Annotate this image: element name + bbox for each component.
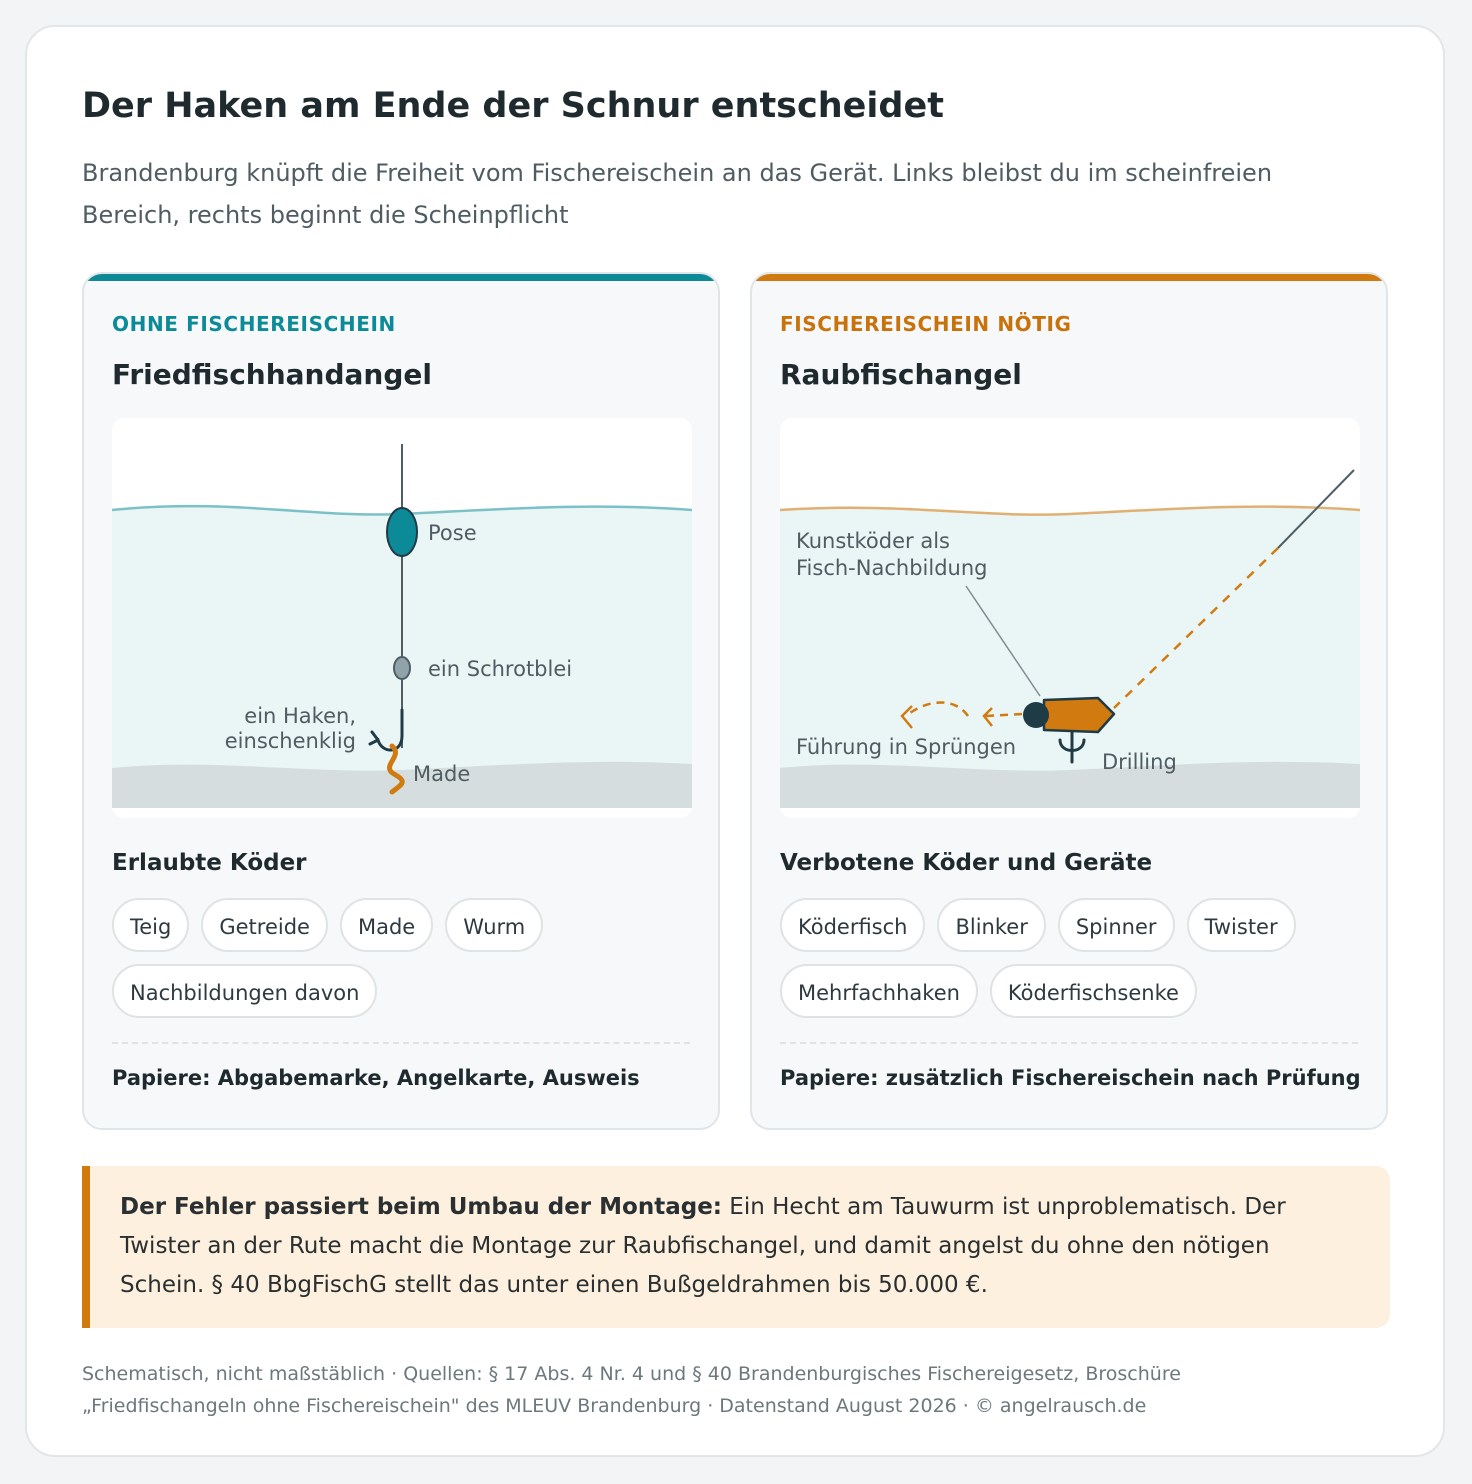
panel-accent-bar (84, 274, 718, 281)
papers-info: Papiere: zusätzlich Fischereischein nach Prüfung (780, 1066, 1361, 1090)
bait-chip: Wurm (445, 898, 543, 952)
note-text: Ein Hecht am Tauwurm ist unproblematisch. Der Twister an der Rute macht die Montage zur Raubfischangel, und damit angelst du ohne den nötigen Schein. § 40 BbgFischG stellt das unter einen Bußgeldrahmen bis 50.000 €. (120, 1194, 1286, 1298)
panel-eyebrow: OHNE FISCHEREISCHEIN (112, 312, 396, 336)
label-pose: Pose (428, 521, 477, 545)
page-title: Der Haken am Ende der Schnur entscheidet (82, 86, 944, 126)
label-fuehrung: Führung in Sprüngen (796, 735, 1017, 759)
bait-chip: Teig (112, 898, 189, 952)
lure-head-icon (1023, 702, 1049, 728)
label-kunstkoeder-line2: Fisch-Nachbildung (796, 556, 988, 580)
panel-license-required (750, 272, 1388, 1130)
bait-chip: Twister (1187, 898, 1296, 952)
allowed-baits-heading: Erlaubte Köder (112, 850, 307, 876)
split-shot-icon (394, 657, 410, 679)
lure-fish-icon (1044, 698, 1114, 732)
panel-eyebrow: FISCHEREISCHEIN NÖTIG (780, 312, 1072, 336)
float-rig-illustration (112, 418, 692, 818)
panel-title: Raubfischangel (780, 358, 1022, 391)
ground-edge (112, 808, 692, 818)
bait-chip: Made (340, 898, 433, 952)
label-kunstkoeder-line1: Kunstköder als (796, 529, 950, 553)
bait-chip: Spinner (1058, 898, 1175, 952)
note-bold-lead: Der Fehler passiert beim Umbau der Montage: (120, 1194, 722, 1220)
float-rig-svg (112, 418, 692, 818)
dashed-divider (780, 1042, 1358, 1044)
panel-without-license (82, 272, 720, 1130)
float-pose-icon (387, 508, 417, 556)
panel-title: Friedfischhandangel (112, 358, 432, 391)
papers-info: Papiere: Abgabemarke, Angelkarte, Ausweis (112, 1066, 640, 1090)
footer-line-1: Schematisch, nicht maßstäblich · Quellen: § 17 Abs. 4 Nr. 4 und § 40 Brandenburgisches Fischereigesetz, Broschüre (82, 1363, 1181, 1385)
dashed-divider (112, 1042, 690, 1044)
ground-edge (780, 808, 1360, 818)
warning-note (82, 1166, 1390, 1328)
allowed-baits-list (112, 898, 702, 1018)
label-schrotblei: ein Schrotblei (428, 657, 573, 681)
bait-chip: Mehrfachhaken (780, 964, 978, 1018)
bait-chip: Köderfisch (780, 898, 925, 952)
bait-chip: Nachbildungen davon (112, 964, 377, 1018)
label-hook-line1: ein Haken, (244, 704, 356, 728)
panel-accent-bar (752, 274, 1386, 281)
forbidden-baits-list (780, 898, 1370, 1018)
source-footer (82, 1358, 1342, 1422)
label-drilling: Drilling (1102, 750, 1177, 774)
footer-line-2: „Friedfischangeln ohne Fischereischein" des MLEUV Brandenburg · Datenstand August 2026 · © angelrausch.de (82, 1395, 1147, 1417)
bait-chip: Blinker (937, 898, 1045, 952)
forbidden-baits-heading: Verbotene Köder und Geräte (780, 850, 1153, 876)
bait-chip: Getreide (201, 898, 328, 952)
label-hook-line2: einschenklig (224, 729, 356, 753)
bait-chip: Köderfischsenke (990, 964, 1197, 1018)
lure-rig-svg (780, 418, 1360, 818)
page-subtitle: Brandenburg knüpft die Freiheit vom Fischereischein an das Gerät. Links bleibst du im scheinfreien Bereich, rechts beginnt die Scheinpflicht (82, 159, 1273, 229)
label-made: Made (413, 762, 471, 786)
lure-rig-illustration (780, 418, 1360, 818)
